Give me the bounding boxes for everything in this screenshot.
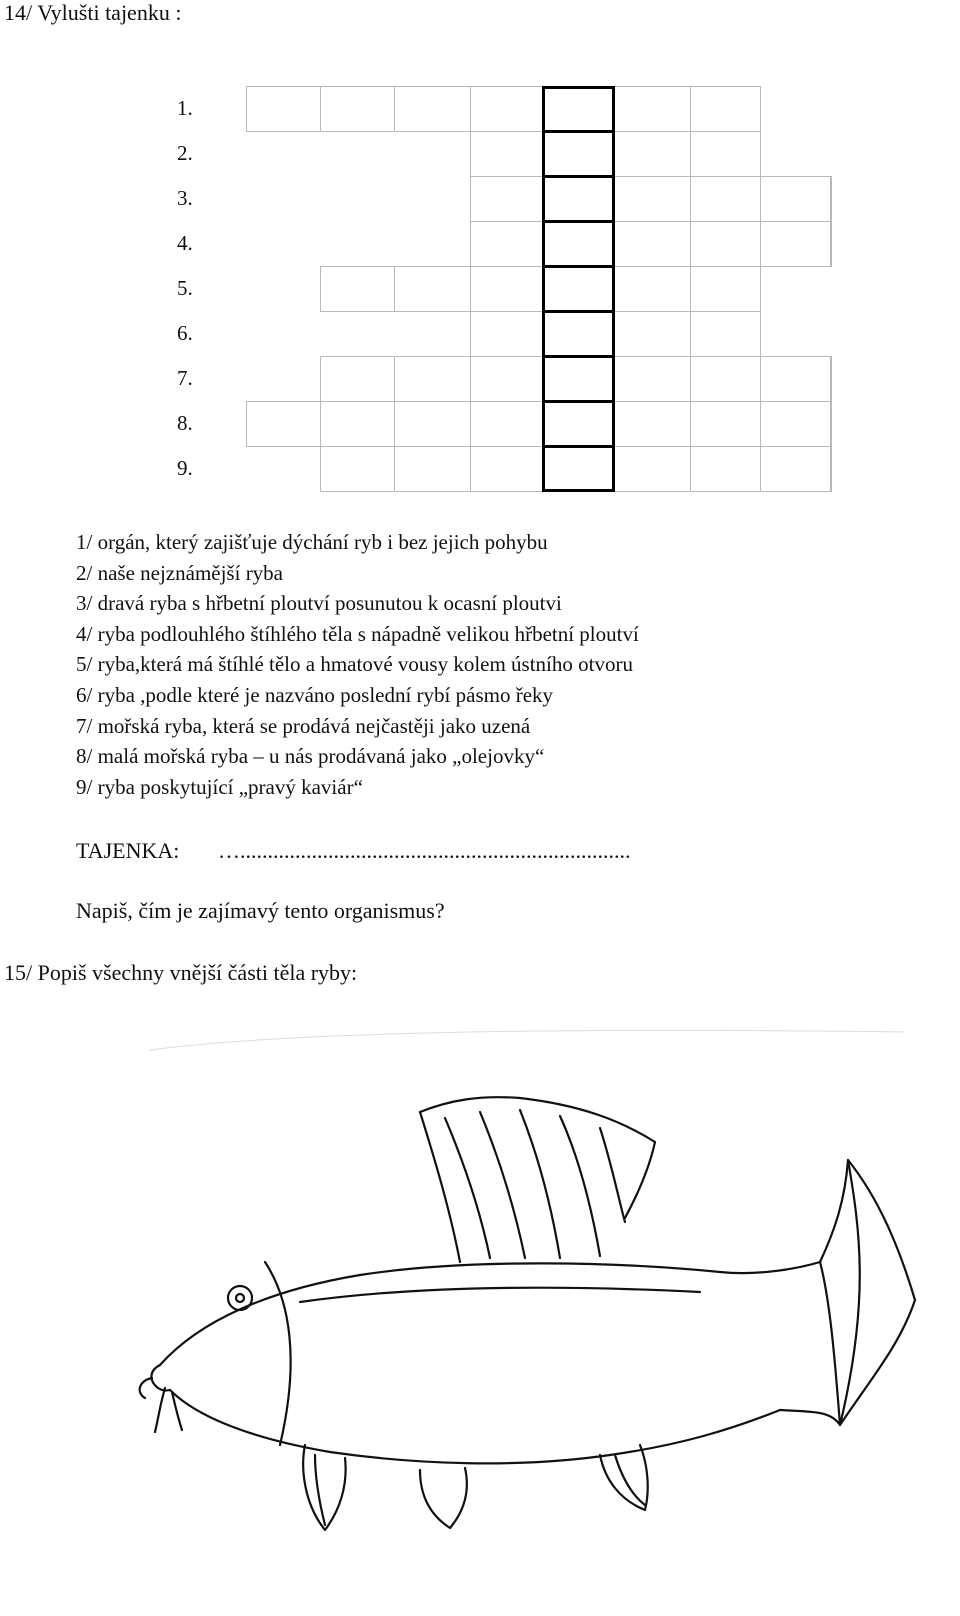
fish-drawing-icon <box>0 1000 960 1616</box>
crossword-cell[interactable] <box>542 221 615 267</box>
crossword-cell[interactable] <box>470 311 543 357</box>
crossword-cell[interactable] <box>614 176 691 222</box>
crossword-cell[interactable] <box>320 401 395 447</box>
crossword-cell[interactable] <box>470 401 543 447</box>
crossword-cell[interactable] <box>470 446 543 492</box>
task-14-title: 14/ Vylušti tajenku : <box>4 0 182 25</box>
crossword-cell[interactable] <box>614 131 691 177</box>
crossword-cell[interactable] <box>690 401 761 447</box>
clue-item: 8/ malá mořská ryba – u nás prodávaná jako „olejovky“ <box>76 744 545 769</box>
crossword-cell[interactable] <box>690 176 761 222</box>
crossword-cell[interactable] <box>760 221 831 267</box>
crossword-cell[interactable] <box>690 311 761 357</box>
clue-item: 5/ ryba,která má štíhlé tělo a hmatové vousy kolem ústního otvoru <box>76 652 633 677</box>
crossword-cell[interactable] <box>542 446 615 492</box>
tajenka-column-divider <box>542 265 615 268</box>
crossword-cell[interactable] <box>542 401 615 447</box>
crossword-row-number: 8. <box>177 411 193 435</box>
crossword-cell[interactable] <box>614 446 691 492</box>
crossword-row-number: 3. <box>177 186 193 210</box>
crossword-cell[interactable] <box>614 266 691 312</box>
crossword-cell[interactable] <box>690 131 761 177</box>
crossword-cell[interactable] <box>614 86 691 132</box>
crossword-cell[interactable] <box>614 221 691 267</box>
clue-item: 1/ orgán, který zajišťuje dýchání ryb i bez jejich pohybu <box>76 530 548 554</box>
crossword-cell[interactable] <box>760 356 831 402</box>
tajenka-column-divider <box>542 130 615 133</box>
task-15-title: 15/ Popiš všechny vnější části těla ryby: <box>4 960 358 985</box>
crossword-cell[interactable] <box>690 356 761 402</box>
tajenka-column-divider <box>542 400 615 403</box>
tajenka-label: TAJENKA: <box>76 838 180 863</box>
crossword-cell[interactable] <box>320 446 395 492</box>
crossword-cell[interactable] <box>542 311 615 357</box>
clue-item: 2/ naše nejznámější ryba <box>76 560 284 585</box>
crossword-cell[interactable] <box>246 86 321 132</box>
crossword-cell[interactable] <box>760 446 831 492</box>
clue-item: 3/ dravá ryba s hřbetní ploutví posunutou k ocasní ploutvi <box>76 591 562 616</box>
crossword-cell[interactable] <box>614 401 691 447</box>
clue-item: 7/ mořská ryba, která se prodává nejčastěji jako uzená <box>76 713 531 738</box>
crossword-cell[interactable] <box>542 176 615 222</box>
crossword-cell[interactable] <box>614 311 691 357</box>
crossword-row-number: 6. <box>177 321 193 345</box>
crossword-cell[interactable] <box>690 266 761 312</box>
clue-item: 4/ ryba podlouhlého štíhlého těla s nápadně velikou hřbetní ploutví <box>76 621 639 646</box>
crossword-cell[interactable] <box>830 176 832 222</box>
crossword-cell[interactable] <box>394 401 471 447</box>
crossword-cell[interactable] <box>470 266 543 312</box>
tajenka-column-divider <box>542 175 615 178</box>
crossword-cell[interactable] <box>470 86 543 132</box>
crossword-cell[interactable] <box>760 401 831 447</box>
crossword-cell[interactable] <box>542 86 615 132</box>
crossword-cell[interactable] <box>394 86 471 132</box>
crossword-cell[interactable] <box>690 446 761 492</box>
crossword-cell[interactable] <box>320 266 395 312</box>
crossword-row-number: 5. <box>177 276 193 300</box>
crossword-cell[interactable] <box>470 131 543 177</box>
crossword-cell[interactable] <box>542 266 615 312</box>
crossword-cell[interactable] <box>614 356 691 402</box>
crossword-cell[interactable] <box>830 446 832 492</box>
crossword-cell[interactable] <box>470 221 543 267</box>
crossword-cell[interactable] <box>542 131 615 177</box>
crossword-cell[interactable] <box>690 86 761 132</box>
crossword-row-number: 7. <box>177 366 193 390</box>
crossword-cell[interactable] <box>394 446 471 492</box>
clue-item: 9/ ryba poskytující „pravý kaviár“ <box>76 774 363 799</box>
crossword-cell[interactable] <box>470 176 543 222</box>
crossword-row-number: 1. <box>177 96 193 120</box>
crossword-cell[interactable] <box>760 176 831 222</box>
crossword-cell[interactable] <box>830 401 832 447</box>
tajenka-answer-line[interactable]: …....................................................................... <box>218 838 631 863</box>
tajenka-column-divider <box>542 355 615 358</box>
crossword-cell[interactable] <box>690 221 761 267</box>
crossword-row-number: 4. <box>177 231 193 255</box>
tajenka-column-divider <box>542 445 615 448</box>
crossword-row-number: 2. <box>177 141 193 165</box>
crossword-cell[interactable] <box>470 356 543 402</box>
crossword-cell[interactable] <box>246 401 321 447</box>
crossword-cell[interactable] <box>320 356 395 402</box>
clue-item: 6/ ryba ,podle které je nazváno poslední rybí pásmo řeky <box>76 683 554 707</box>
crossword-cell[interactable] <box>394 266 471 312</box>
crossword-cell[interactable] <box>320 86 395 132</box>
crossword-cell[interactable] <box>394 356 471 402</box>
tajenka-column-divider <box>542 220 615 223</box>
crossword-cell[interactable] <box>830 356 832 402</box>
organism-question: Napiš, čím je zajímavý tento organismus? <box>76 898 445 923</box>
crossword-cell[interactable] <box>830 221 832 267</box>
crossword-cell[interactable] <box>542 356 615 402</box>
tajenka-column-divider <box>542 310 615 313</box>
crossword-row-number: 9. <box>177 456 193 480</box>
